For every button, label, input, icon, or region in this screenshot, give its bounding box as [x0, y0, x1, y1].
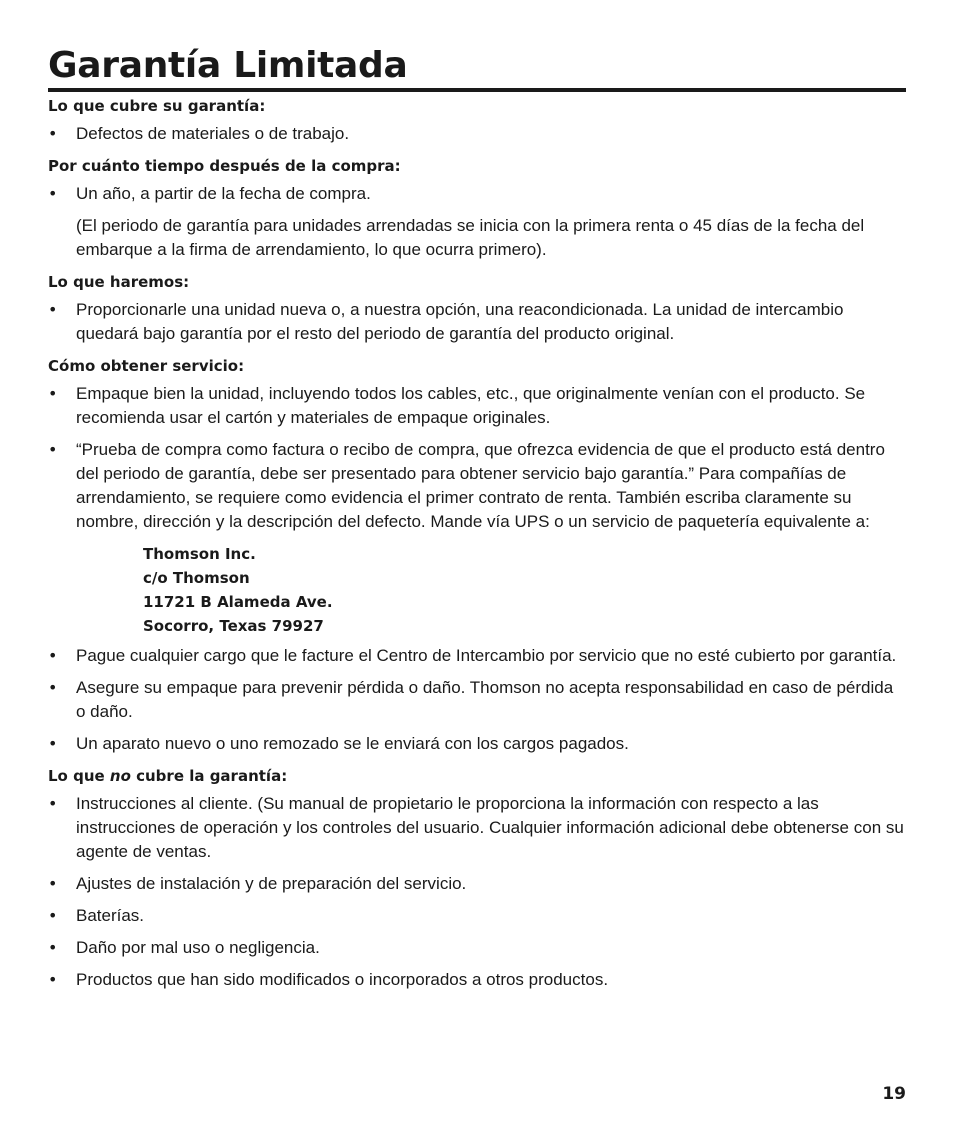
page-title: Garantía Limitada	[48, 44, 906, 92]
section-heading-covers: Lo que cubre su garantía:	[48, 97, 266, 115]
list-item: • Empaque bien la unidad, incluyendo todos los cables, etc., que originalmente venían con el producto. Se recomienda usar el cartón y materiales de empaque originales.	[48, 382, 906, 430]
covers-list	[48, 122, 906, 146]
section-heading-what-we-do: Lo que haremos:	[48, 273, 190, 291]
address-line: Socorro, Texas 79927	[143, 617, 324, 635]
section-heading-how-long: Por cuánto tiempo después de la compra:	[48, 157, 401, 175]
page-number: 19	[882, 1084, 906, 1104]
list-item: • Pague cualquier cargo que le facture el Centro de Intercambio por servicio que no esté cubierto por garantía.	[48, 644, 906, 668]
service-list	[48, 382, 906, 534]
list-item: • Proporcionarle una unidad nueva o, a nuestra opción, una reacondicionada. La unidad de intercambio quedará bajo garantía por el resto del periodo de garantía del producto original.	[48, 298, 906, 346]
list-item: • Daño por mal uso o negligencia.	[48, 936, 906, 960]
section-heading-not-covered	[48, 764, 906, 788]
heading-text: Lo que	[48, 767, 110, 785]
list-item: • Asegure su empaque para prevenir pérdida o daño. Thomson no acepta responsabilidad en caso de pérdida o daño.	[48, 676, 906, 724]
heading-text: cubre la garantía:	[130, 767, 288, 785]
list-item: • Ajustes de instalación y de preparación del servicio.	[48, 872, 906, 896]
how-long-list	[48, 182, 906, 206]
not-covered-list	[48, 792, 906, 992]
list-item: • Un año, a partir de la fecha de compra.	[48, 182, 906, 206]
what-we-do-list	[48, 298, 906, 346]
document-page	[48, 44, 906, 992]
list-item: • Baterías.	[48, 904, 906, 928]
lease-note: (El periodo de garantía para unidades arrendadas se inicia con la primera renta o 45 días de la fecha del embarque a la firma de arrendamiento, lo que ocurra primero).	[76, 216, 865, 259]
mailing-address	[143, 542, 906, 638]
heading-emphasis: no	[109, 767, 131, 785]
section-heading-service: Cómo obtener servicio:	[48, 357, 245, 375]
address-line: 11721 B Alameda Ave.	[143, 593, 333, 611]
list-item: • “Prueba de compra como factura o recibo de compra, que ofrezca evidencia de que el producto está dentro del periodo de garantía, debe ser presentado para obtener servicio bajo garantía.” Para compañías de arrendamiento, se requiere como evidencia el primer contrato de renta. También escriba claramente su nombre, dirección y la descripción del defecto. Mande vía UPS o un servicio de paquetería equivalente a:	[48, 438, 906, 534]
address-line: Thomson Inc.	[143, 545, 256, 563]
list-item: • Productos que han sido modificados o incorporados a otros productos.	[48, 968, 906, 992]
list-item: • Instrucciones al cliente. (Su manual de propietario le proporciona la información con respecto a las instrucciones de operación y los controles del usuario. Cualquier información adicional debe obtenerse con su agente de ventas.	[48, 792, 906, 864]
service-list-continued	[48, 644, 906, 756]
list-item: • Un aparato nuevo o uno remozado se le enviará con los cargos pagados.	[48, 732, 906, 756]
address-line: c/o Thomson	[143, 569, 250, 587]
list-item: • Defectos de materiales o de trabajo.	[48, 122, 906, 146]
